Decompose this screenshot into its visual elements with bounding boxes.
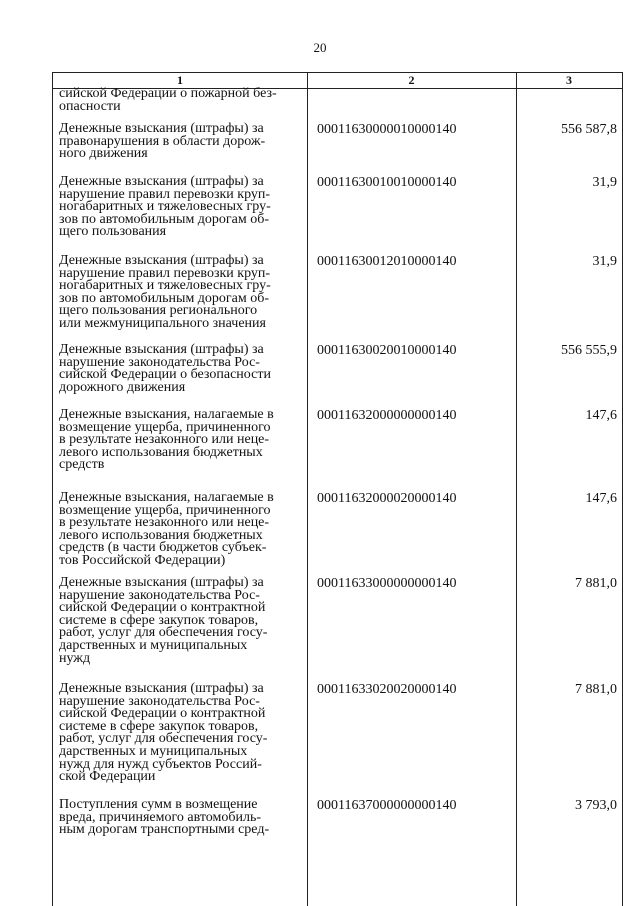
row-name-line: или межмуниципального значения [59,315,266,331]
row-code: 00011633020020000140 [317,682,457,697]
row-name-line: дарственных и муниципальных [59,743,248,759]
row-name-line: нарушение законодательства Рос- [59,354,260,370]
row-name-line: сийской Федерации о контрактной [59,600,266,616]
column-divider-1 [307,72,308,906]
row-name-line: ской Федерации [59,769,156,785]
row-code: 00011630012010000140 [317,254,457,269]
row-name-line: работ, услуг для обеспечения госу- [59,625,268,641]
row-name-line: средств (в части бюджетов субъек- [59,540,267,556]
page-number: 20 [313,40,327,55]
row-name-line: Денежные взыскания (штрафы) за [59,174,264,189]
row-name [59,492,303,568]
row-name-line: ным дорогам транспортными сред- [59,822,270,838]
row-value: 147,6 [585,491,617,506]
row-value: 7 881,0 [575,682,617,697]
row-name [59,344,303,394]
row-name-line: системе в сфере закупок товаров, [59,612,259,628]
row-name [59,255,303,331]
row-value: 7 881,0 [575,576,617,591]
row-name-line: нужд [59,650,91,666]
row-name-line: нарушение правил перевозки круп- [59,186,271,202]
row-name-line: работ, услуг для обеспечения госу- [59,731,268,747]
row-name [59,799,303,837]
row-code: 00011630000010000140 [317,122,457,137]
row-value: 31,9 [592,175,617,190]
header-col-1: 1 [177,73,183,87]
row-name-line: возмещение ущерба, причиненного [59,419,271,435]
row-name-line: Денежные взыскания (штрафы) за [59,681,264,696]
row-name-line: правонарушения в области дорож- [59,133,266,149]
row-name-line: средств [59,457,105,473]
row-name-line: дарственных и муниципальных [59,637,248,653]
row-name-line: системе в сфере закупок товаров, [59,718,259,734]
row-name [59,409,303,472]
row-value: 31,9 [592,254,617,269]
row-name-line: зов по автомобильным дорогам об- [59,211,270,227]
row-code: 00011630010010000140 [317,175,457,190]
row-name-line: зов по автомобильным дорогам об- [59,290,270,306]
row-name [59,176,303,239]
row-name-line: сийской Федерации о безопасности [59,367,271,383]
row-name-line: ногабаритных и тяжеловесных гру- [59,278,271,294]
revenue-table [52,72,623,906]
row-name-line: щего пользования регионального [59,303,258,319]
row-value: 147,6 [585,408,617,423]
row-code: 00011632000020000140 [317,491,457,506]
row-name-line: Денежные взыскания (штрафы) за [59,575,264,590]
row-name-line: Денежные взыскания (штрафы) за [59,121,264,136]
row-name-line: сийской Федерации о контрактной [59,706,266,722]
row-name-line: Денежные взыскания (штрафы) за [59,342,264,357]
row-name-line: в результате незаконного или неце- [59,432,270,448]
row-name-line: Поступления сумм в возмещение [59,797,258,812]
row-code: 00011633000000000140 [317,576,457,591]
row-name-line: в результате незаконного или неце- [59,515,270,531]
header-col-3: 3 [566,73,572,87]
row-name-line: щего пользования [59,224,167,240]
row-name-line: возмещение ущерба, причиненного [59,502,271,518]
row-name-line: Денежные взыскания (штрафы) за [59,253,264,268]
row-name-line: опасности [59,98,121,114]
row-name-line: вреда, причиняемого автомобиль- [59,809,262,825]
row-name-line: тов Российской Федерации) [59,552,226,568]
row-name-line: левого использования бюджетных [59,444,263,460]
row-value: 3 793,0 [575,798,617,813]
column-divider-2 [516,72,517,906]
row-name-line: нарушение правил перевозки круп- [59,265,271,281]
row-name [59,88,303,113]
row-name-line: нужд для нужд субъектов Россий- [59,756,262,772]
header-col-2: 2 [408,73,415,87]
row-value: 556 555,9 [561,343,617,358]
row-name-line: ного движения [59,146,148,162]
row-code: 00011630020010000140 [317,343,457,358]
table-right-border [622,72,623,906]
row-name-line: левого использования бюджетных [59,527,263,543]
row-name-line: нарушение законодательства Рос- [59,587,260,603]
row-value: 556 587,8 [561,122,617,137]
row-code: 00011637000000000140 [317,798,457,813]
row-name-line: ногабаритных и тяжеловесных гру- [59,199,271,215]
row-name-line: Денежные взыскания, налагаемые в [59,407,274,422]
row-name [59,683,303,784]
row-code: 00011632000000000140 [317,408,457,423]
row-name-line: Денежные взыскания, налагаемые в [59,490,274,505]
row-name-line: дорожного движения [59,379,186,395]
row-name-line: нарушение законодательства Рос- [59,693,260,709]
row-name-line: сийской Федерации о пожарной без- [59,86,277,101]
row-name [59,123,303,161]
row-name [59,577,303,665]
